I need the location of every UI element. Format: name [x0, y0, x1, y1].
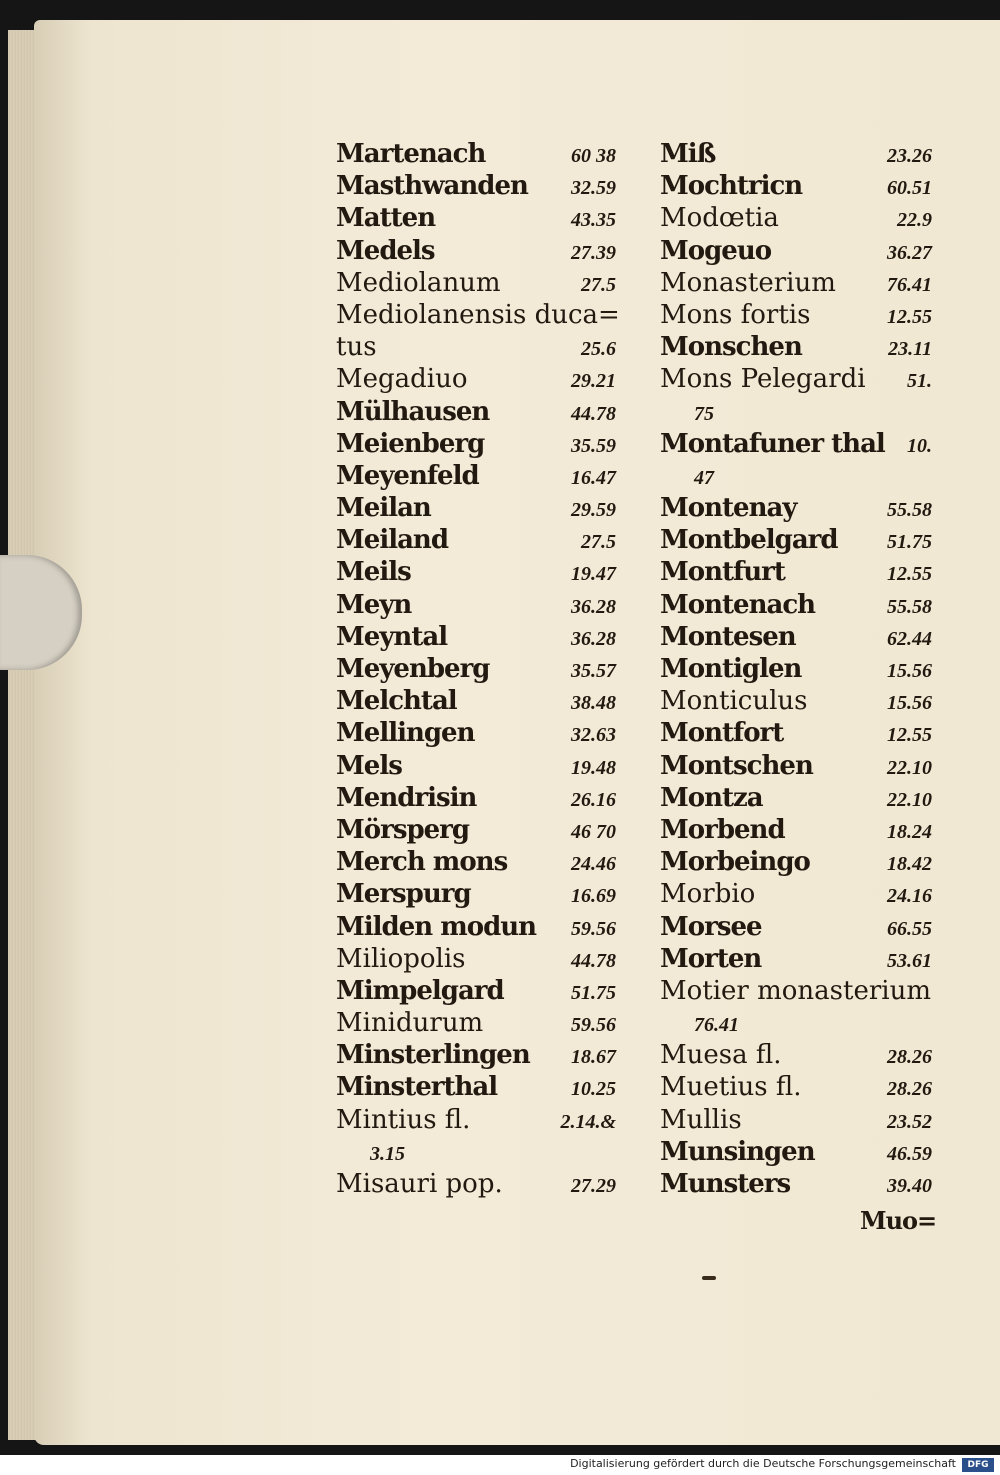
- index-term: 47: [694, 466, 714, 489]
- index-page-ref: 27.5: [581, 273, 616, 296]
- index-page-ref: 35.57: [571, 660, 616, 682]
- index-term: Meiland: [336, 525, 449, 556]
- index-entry: [336, 943, 616, 975]
- index-entry: [660, 685, 932, 717]
- index-entry: [660, 975, 932, 1007]
- index-entry: [660, 1071, 932, 1103]
- index-term: Mogeuo: [660, 235, 772, 266]
- index-term: Meyenberg: [336, 654, 490, 684]
- index-page-ref: 28.26: [887, 1046, 932, 1069]
- index-page-ref: 23.26: [887, 145, 932, 167]
- index-entry: [660, 782, 932, 814]
- index-page-ref: 53.61: [887, 949, 932, 972]
- index-page-ref: 22.9: [897, 209, 932, 232]
- index-entry: [660, 717, 932, 749]
- index-term: Munsingen: [660, 1136, 815, 1167]
- index-entry: [660, 589, 932, 621]
- index-entry: [336, 202, 616, 234]
- index-term: Minidurum: [336, 1008, 484, 1039]
- index-entry: [660, 621, 932, 653]
- index-page-ref: 18.42: [887, 853, 932, 876]
- index-page-ref: 43.35: [571, 209, 616, 232]
- index-page-ref: 59.56: [571, 1014, 616, 1037]
- index-page-ref: 24.16: [887, 885, 932, 908]
- index-page-ref: 35.59: [571, 434, 616, 457]
- index-entry: [336, 717, 616, 749]
- index-entry: [660, 460, 932, 492]
- index-term: 76.41: [694, 1014, 739, 1037]
- index-term: Monasterium: [660, 267, 836, 298]
- index-term: Mullis: [660, 1104, 742, 1135]
- index-page-ref: 44.78: [571, 402, 616, 425]
- index-page-ref: 23.11: [888, 338, 932, 361]
- index-page-ref: 10.: [907, 434, 932, 457]
- index-page-ref: 59.56: [571, 917, 616, 940]
- index-term: Meyntal: [336, 621, 448, 652]
- index-term: Mimpelgard: [336, 975, 504, 1006]
- index-page-ref: 27.39: [571, 241, 616, 264]
- index-term: Morbend: [660, 814, 785, 845]
- index-term: Morten: [660, 943, 762, 974]
- index-page-ref: 29.59: [571, 499, 616, 522]
- index-entry: [336, 1136, 616, 1168]
- index-term: Meyn: [336, 589, 412, 620]
- index-term: Megadiuo: [336, 364, 468, 395]
- index-term: Merspurg: [336, 879, 471, 910]
- index-term: Munsters: [660, 1169, 791, 1199]
- index-term: Morbeingo: [660, 847, 810, 878]
- index-page-ref: 55.58: [887, 499, 932, 522]
- index-term: Meyenfeld: [336, 460, 479, 491]
- index-entry: [336, 1168, 616, 1200]
- page-mark: [702, 1276, 716, 1280]
- index-term: Melchtal: [336, 686, 457, 717]
- index-column-right: [660, 138, 932, 1200]
- index-term: Morsee: [660, 911, 762, 942]
- index-page-ref: 51.: [907, 370, 932, 393]
- index-term: Muesa fl.: [660, 1040, 782, 1071]
- index-entry: [336, 621, 616, 653]
- index-entry: [660, 202, 932, 234]
- index-term: Montza: [660, 782, 763, 813]
- index-term: Montenach: [660, 589, 816, 620]
- index-page-ref: 16.47: [571, 466, 616, 489]
- index-term: 75: [694, 402, 714, 425]
- index-term: Misauri pop.: [336, 1169, 503, 1199]
- index-entry: [660, 653, 932, 685]
- index-page-ref: 36.28: [571, 595, 616, 618]
- index-page-ref: 32.63: [571, 724, 616, 747]
- index-entry: [336, 750, 616, 782]
- index-term: Matten: [336, 203, 436, 234]
- index-entry: [660, 299, 932, 331]
- index-page-ref: 19.48: [571, 756, 616, 779]
- index-term: Montiglen: [660, 654, 802, 684]
- index-entry: [336, 878, 616, 910]
- index-term: Montafuner thal: [660, 428, 885, 459]
- index-term: Motier monasterium: [660, 975, 931, 1006]
- index-entry: [660, 235, 932, 267]
- footer-credit: Digitalisierung gefördert durch die Deutsche Forschungsgemeinschaft: [570, 1457, 956, 1470]
- index-page-ref: 62.44: [887, 627, 932, 650]
- index-page-ref: 22.10: [887, 788, 932, 811]
- index-term: Montfurt: [660, 557, 785, 588]
- index-page-ref: 76.41: [887, 273, 932, 296]
- index-page-ref: 18.67: [571, 1046, 616, 1069]
- index-page-ref: 15.56: [887, 692, 932, 715]
- index-entry: [660, 943, 932, 975]
- index-term: Monschen: [660, 332, 802, 363]
- index-entry: [336, 911, 616, 943]
- index-entry: [660, 1039, 932, 1071]
- index-entry: [336, 653, 616, 685]
- index-entry: [336, 396, 616, 428]
- index-entry: [660, 170, 932, 202]
- dfg-logo: DFG: [962, 1458, 994, 1472]
- index-entry: [660, 1168, 932, 1200]
- index-entry: [336, 846, 616, 878]
- index-entry: [336, 267, 616, 299]
- index-entry: [336, 170, 616, 202]
- index-term: 3.15: [370, 1142, 405, 1165]
- index-page-ref: 60.51: [887, 177, 932, 200]
- index-term: Montfort: [660, 718, 784, 749]
- index-page-ref: 10.25: [571, 1078, 616, 1101]
- index-entry: [336, 1071, 616, 1103]
- footer-bar: [0, 1455, 1000, 1475]
- index-page-ref: 12.55: [887, 305, 932, 328]
- index-entry: [660, 911, 932, 943]
- index-entry: [336, 1104, 616, 1136]
- index-entry: [336, 975, 616, 1007]
- index-entry: [336, 299, 620, 331]
- index-entry: [660, 846, 932, 878]
- index-page-ref: 51.75: [571, 981, 616, 1004]
- index-page-ref: 16.69: [571, 885, 616, 908]
- index-page-ref: 22.10: [887, 756, 932, 779]
- index-page-ref: 15.56: [887, 660, 932, 682]
- index-term: Morbio: [660, 879, 756, 910]
- index-term: Masthwanden: [336, 171, 528, 202]
- index-entry: [336, 235, 616, 267]
- catchword: Muo=: [860, 1206, 937, 1235]
- index-entry: [660, 396, 932, 428]
- index-entry: [660, 1104, 932, 1136]
- index-term: Montschen: [660, 750, 813, 781]
- index-term: Muetius fl.: [660, 1072, 802, 1103]
- index-entry: [660, 524, 932, 556]
- index-term: Mülhausen: [336, 396, 490, 427]
- index-page-ref: 46 70: [571, 820, 616, 843]
- index-page-ref: 25.6: [581, 338, 616, 361]
- index-entry: [336, 782, 616, 814]
- index-page-ref: 66.55: [887, 917, 932, 940]
- index-page-ref: 12.55: [887, 724, 932, 747]
- index-entry: [336, 685, 616, 717]
- index-term: Miliopolis: [336, 943, 466, 974]
- index-entry: [660, 556, 932, 588]
- index-page-ref: 2.14.&: [560, 1110, 616, 1133]
- index-entry: [660, 1007, 932, 1039]
- index-entry: [660, 814, 932, 846]
- index-term: Merch mons: [336, 847, 508, 878]
- index-entry: [336, 524, 616, 556]
- index-entry: [336, 138, 616, 170]
- index-entry: [336, 460, 616, 492]
- index-page-ref: 27.5: [581, 531, 616, 554]
- index-term: Mediolanensis duca=: [336, 299, 620, 330]
- index-page-ref: 28.26: [887, 1078, 932, 1101]
- index-entry: [660, 267, 932, 299]
- index-term: Martenach: [336, 139, 486, 169]
- index-entry: [336, 331, 616, 363]
- index-term: Mons Pelegardi: [660, 364, 866, 395]
- index-entry: [660, 878, 932, 910]
- index-page-ref: 60 38: [571, 145, 616, 167]
- index-term: Minsterthal: [336, 1072, 498, 1103]
- index-term: Meilan: [336, 493, 431, 524]
- index-term: Montenay: [660, 493, 797, 524]
- index-page-ref: 46.59: [887, 1142, 932, 1165]
- index-page-ref: 18.24: [887, 820, 932, 843]
- index-term: Medels: [336, 235, 435, 266]
- index-entry: [336, 1007, 616, 1039]
- index-column-left: [336, 138, 620, 1200]
- index-page-ref: 55.58: [887, 595, 932, 618]
- index-entry: [336, 492, 616, 524]
- index-term: Minsterlingen: [336, 1040, 530, 1071]
- index-term: Meienberg: [336, 428, 485, 459]
- index-term: Milden modun: [336, 911, 537, 942]
- index-entry: [660, 428, 932, 460]
- index-term: Mendrisin: [336, 782, 477, 813]
- index-term: Modœtia: [660, 203, 779, 234]
- index-term: Mörsperg: [336, 814, 470, 845]
- index-term: tus: [336, 332, 377, 363]
- index-term: Mintius fl.: [336, 1104, 471, 1135]
- index-page-ref: 19.47: [571, 563, 616, 586]
- index-entry: [336, 556, 616, 588]
- index-page-ref: 24.46: [571, 853, 616, 876]
- index-term: Mediolanum: [336, 267, 501, 298]
- index-entry: [660, 750, 932, 782]
- index-entry: [660, 492, 932, 524]
- index-term: Mellingen: [336, 718, 475, 749]
- index-page-ref: 44.78: [571, 949, 616, 972]
- index-entry: [336, 1039, 616, 1071]
- index-page-ref: 51.75: [887, 531, 932, 554]
- index-page-ref: 12.55: [887, 563, 932, 586]
- index-page-ref: 36.28: [571, 627, 616, 650]
- index-page-ref: 32.59: [571, 177, 616, 200]
- index-term: Montbelgard: [660, 525, 838, 556]
- index-page-ref: 23.52: [887, 1110, 932, 1133]
- index-entry: [660, 1136, 932, 1168]
- index-entry: [660, 363, 932, 395]
- index-entry: [660, 331, 932, 363]
- index-entry: [336, 363, 616, 395]
- index-page-ref: 26.16: [571, 788, 616, 811]
- index-page-ref: 29.21: [571, 370, 616, 393]
- index-entry: [660, 138, 932, 170]
- index-entry: [336, 428, 616, 460]
- index-page-ref: 39.40: [887, 1175, 932, 1197]
- index-term: Mons fortis: [660, 299, 811, 330]
- index-page-ref: 38.48: [571, 692, 616, 715]
- index-entry: [336, 814, 616, 846]
- index-entry: [336, 589, 616, 621]
- index-page-ref: 27.29: [571, 1175, 616, 1197]
- index-term: Meils: [336, 557, 411, 588]
- index-term: Mochtricn: [660, 171, 803, 202]
- index-term: Monticulus: [660, 686, 808, 717]
- index-page-ref: 36.27: [887, 241, 932, 264]
- index-term: Miß: [660, 139, 716, 169]
- index-term: Montesen: [660, 621, 796, 652]
- index-term: Mels: [336, 750, 402, 781]
